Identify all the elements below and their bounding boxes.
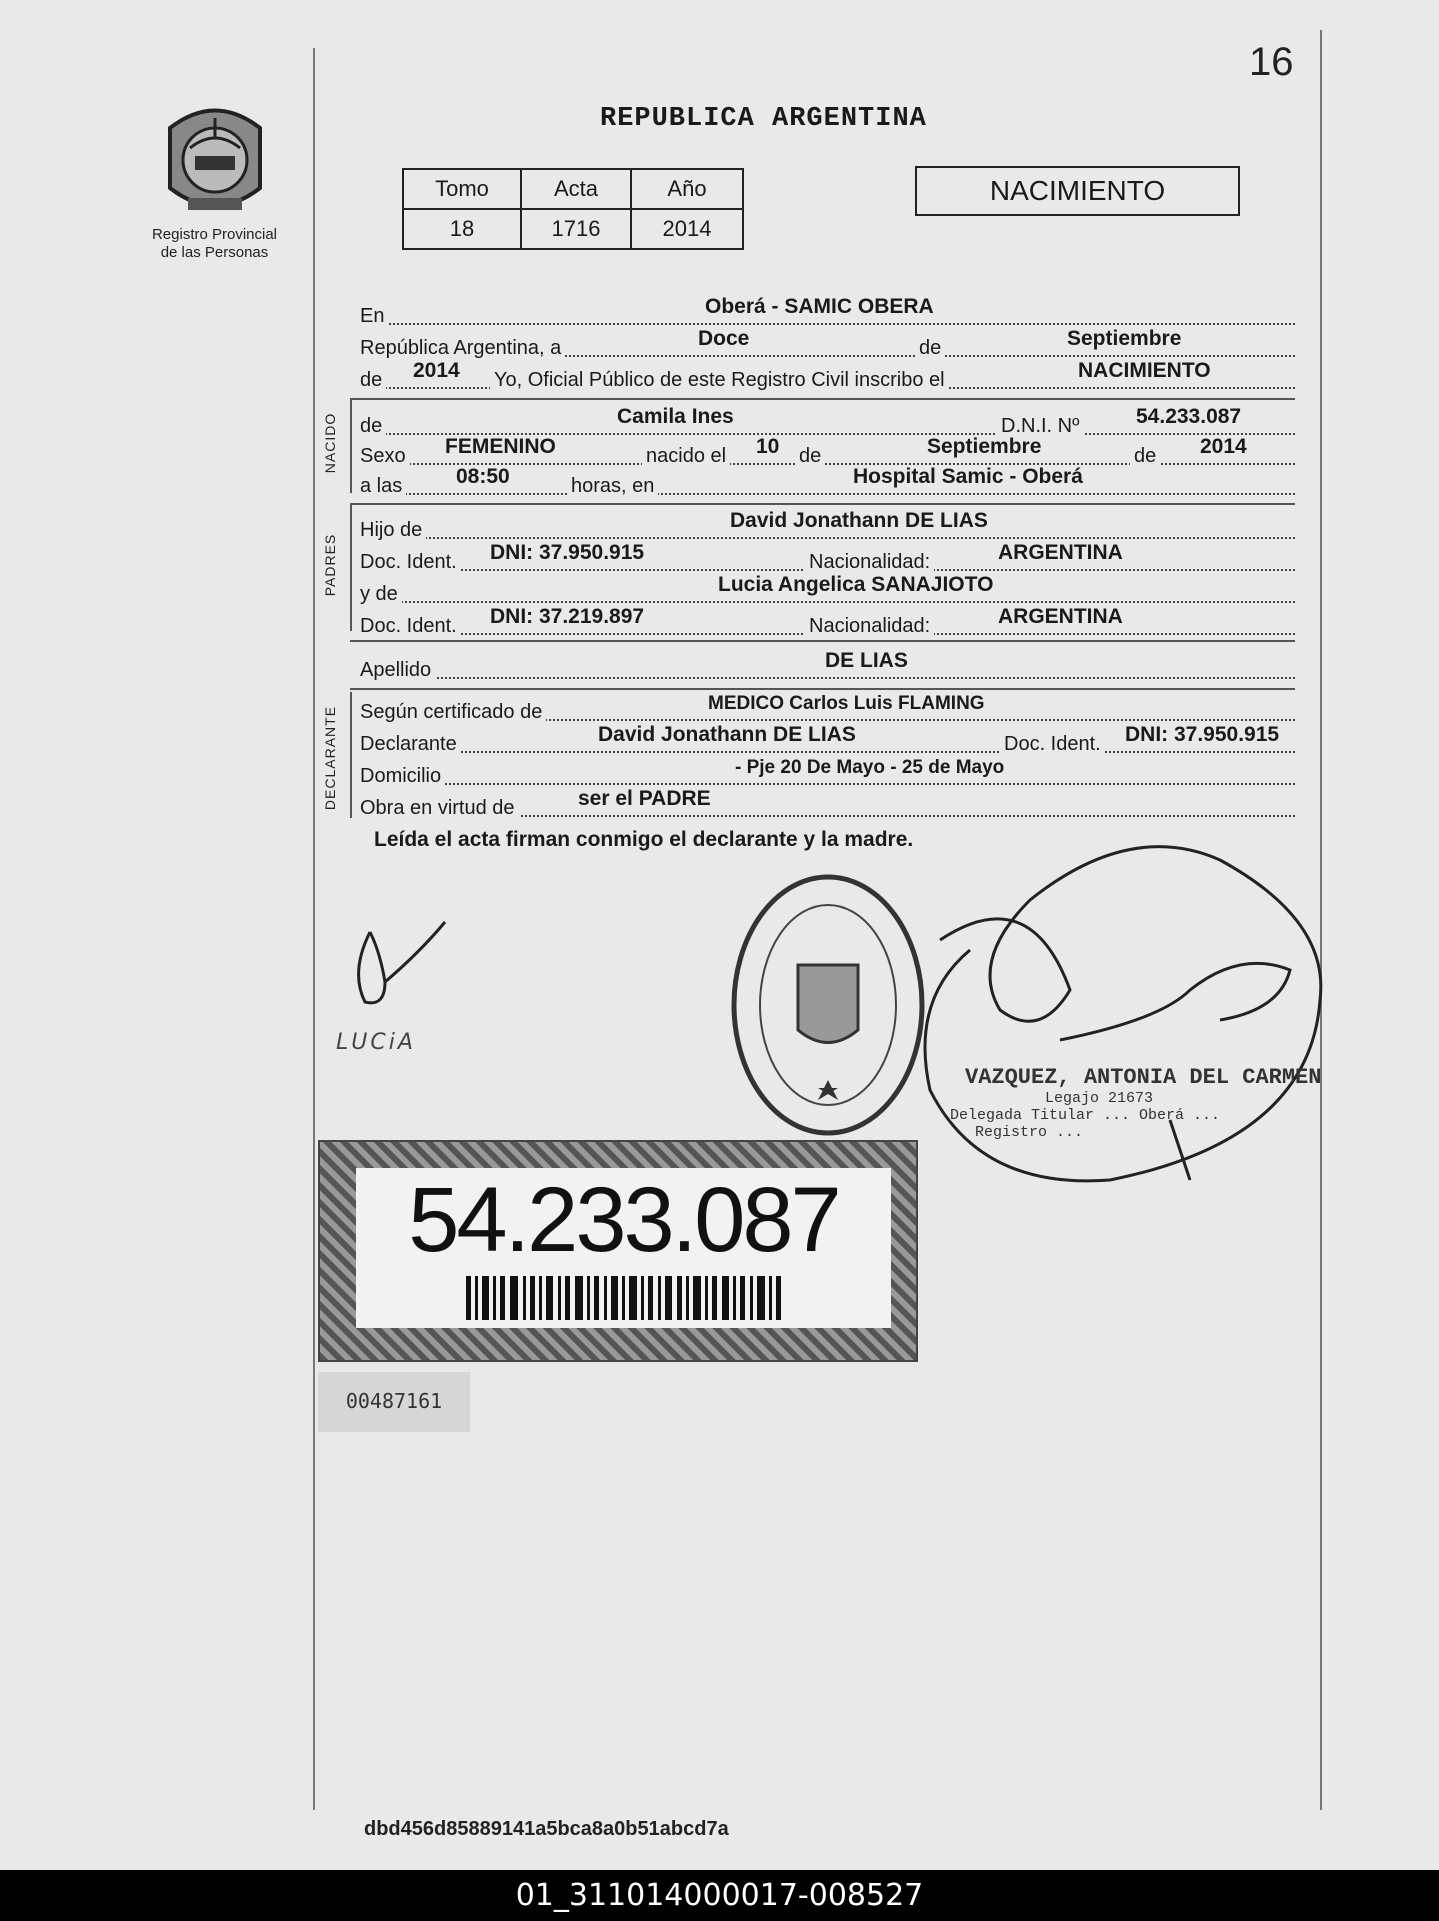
label-father-doc: Doc. Ident. <box>360 551 461 574</box>
label-republica: República Argentina, a <box>360 337 565 360</box>
document-hash: dbd456d85889141a5bca8a0b51abcd7a <box>364 1818 729 1840</box>
label-nacido-el: nacido el <box>642 445 730 468</box>
row-en <box>360 296 1295 328</box>
official-role2: Registro ... <box>975 1124 1084 1141</box>
logo-caption <box>112 226 317 262</box>
label-horas: horas, en <box>567 475 658 498</box>
label-de2: de <box>360 369 386 392</box>
row-republica <box>360 328 1295 360</box>
page-number: 16 <box>1249 40 1294 84</box>
bar-declarante <box>350 692 352 818</box>
label-alas: a las <box>360 475 406 498</box>
label-declarante-doc: Doc. Ident. <box>1000 733 1105 756</box>
section-label-nacido: NACIDO <box>322 412 338 474</box>
label-mother-doc: Doc. Ident. <box>360 615 461 638</box>
rule-apellido-top <box>350 640 1295 642</box>
value-child-dni: 54.233.087 <box>1136 405 1242 428</box>
label-en: En <box>360 305 388 328</box>
value-mother-nationality: ARGENTINA <box>998 605 1123 628</box>
row-apellido <box>360 650 1295 682</box>
section-label-declarante: DECLARANTE <box>322 705 338 811</box>
rule-padres-top <box>350 503 1295 505</box>
value-year: 2014 <box>413 359 460 382</box>
left-margin-line <box>313 48 315 1810</box>
value-ano: 2014 <box>631 209 743 249</box>
mother-signature <box>340 912 460 1012</box>
label-declarante: Declarante <box>360 733 461 756</box>
value-father-name: David Jonathann DE LIAS <box>730 509 988 532</box>
official-signature <box>910 840 1340 1200</box>
row-certificate <box>360 692 1295 724</box>
value-day: Doce <box>698 327 750 350</box>
value-capacity: ser el PADRE <box>578 787 711 810</box>
value-declarante-doc: DNI: 37.950.915 <box>1125 723 1280 746</box>
row-domicilio <box>360 756 1295 788</box>
rule-nacido-top <box>350 398 1295 400</box>
value-father-nationality: ARGENTINA <box>998 541 1123 564</box>
header-tomo: Tomo <box>403 169 521 209</box>
value-place: Oberá - SAMIC OBERA <box>705 295 934 318</box>
value-month: Septiembre <box>1067 327 1182 350</box>
barcode-label <box>318 1140 918 1362</box>
row-father <box>360 510 1295 542</box>
section-label-padres: PADRES <box>322 533 338 597</box>
row-nacido-sex <box>360 436 1295 468</box>
registry-table <box>402 168 744 250</box>
value-father-doc: DNI: 37.950.915 <box>490 541 645 564</box>
value-mother-name: Lucia Angelica SANAJIOTO <box>718 573 994 596</box>
value-birth-year: 2014 <box>1200 435 1247 458</box>
bar-nacido <box>350 398 352 493</box>
value-birth-place: Hospital Samic - Oberá <box>853 465 1083 488</box>
row-year <box>360 360 1295 392</box>
label-nacido-de2: de <box>795 445 825 468</box>
value-birth-month: Septiembre <box>927 435 1042 458</box>
logo-caption-line1: Registro Provincial <box>151 226 278 243</box>
value-acta: 1716 <box>521 209 631 249</box>
official-stamp-text <box>950 1065 1322 1141</box>
official-role: Delegada Titular ... Oberá ... <box>950 1107 1221 1124</box>
province-seal-logo <box>150 98 280 228</box>
value-birth-time: 08:50 <box>456 465 510 488</box>
barcode-inner <box>356 1168 891 1328</box>
rule-declarante-top <box>350 688 1295 690</box>
label-dni: D.N.I. Nº <box>997 415 1083 438</box>
official-name: VAZQUEZ, ANTONIA DEL CARMEN <box>965 1065 1322 1090</box>
label-hijo-de: Hijo de <box>360 519 426 542</box>
label-apellido: Apellido <box>360 659 435 682</box>
row-obra <box>360 788 1295 820</box>
label-obra: Obra en virtud de <box>360 797 519 820</box>
label-nacido-de3: de <box>1130 445 1160 468</box>
value-address: - Pje 20 De Mayo - 25 de Mayo <box>735 757 1005 778</box>
label-statement: Yo, Oficial Público de este Registro Civil inscribo el <box>490 369 949 392</box>
value-mother-doc: DNI: 37.219.897 <box>490 605 645 628</box>
registry-stamp <box>728 870 928 1140</box>
row-nacido-name <box>360 406 1295 438</box>
row-mother-doc <box>360 606 1295 638</box>
mother-handwritten-name: LUCiA <box>336 1030 416 1055</box>
label-mother-nationality: Nacionalidad: <box>805 615 934 638</box>
row-nacido-time <box>360 466 1295 498</box>
value-declarante-name: David Jonathann DE LIAS <box>598 723 856 746</box>
file-id-bar: 01_311014000017-008527 <box>0 1870 1439 1921</box>
label-nacido-de: de <box>360 415 386 438</box>
value-certificate: MEDICO Carlos Luis FLAMING <box>708 693 985 714</box>
record-type-box: NACIMIENTO <box>915 166 1240 216</box>
value-child-name: Camila Ines <box>617 405 734 428</box>
header-ano: Año <box>631 169 743 209</box>
closing-statement: Leída el acta firman conmigo el declarante y la madre. <box>374 828 914 851</box>
official-legajo: Legajo 21673 <box>1045 1090 1154 1107</box>
barcode-number: 54.233.087 <box>408 1169 839 1271</box>
label-father-nationality: Nacionalidad: <box>805 551 934 574</box>
row-declarante <box>360 724 1295 756</box>
barcode-bars <box>466 1276 786 1320</box>
value-sex: FEMENINO <box>445 435 556 458</box>
header-acta: Acta <box>521 169 631 209</box>
value-record: NACIMIENTO <box>1078 359 1211 382</box>
row-mother <box>360 574 1295 606</box>
label-certificate: Según certificado de <box>360 701 546 724</box>
value-tomo: 18 <box>403 209 521 249</box>
label-sexo: Sexo <box>360 445 410 468</box>
label-domicilio: Domicilio <box>360 765 445 788</box>
row-father-doc <box>360 542 1295 574</box>
country-title: REPUBLICA ARGENTINA <box>600 104 927 134</box>
value-birth-day: 10 <box>756 435 780 458</box>
bar-padres <box>350 503 352 631</box>
logo-caption-line2: de las Personas <box>160 244 269 261</box>
label-de: de <box>915 337 945 360</box>
label-y-de: y de <box>360 583 402 606</box>
serial-tag: 00487161 <box>318 1372 470 1432</box>
value-apellido: DE LIAS <box>825 649 908 672</box>
